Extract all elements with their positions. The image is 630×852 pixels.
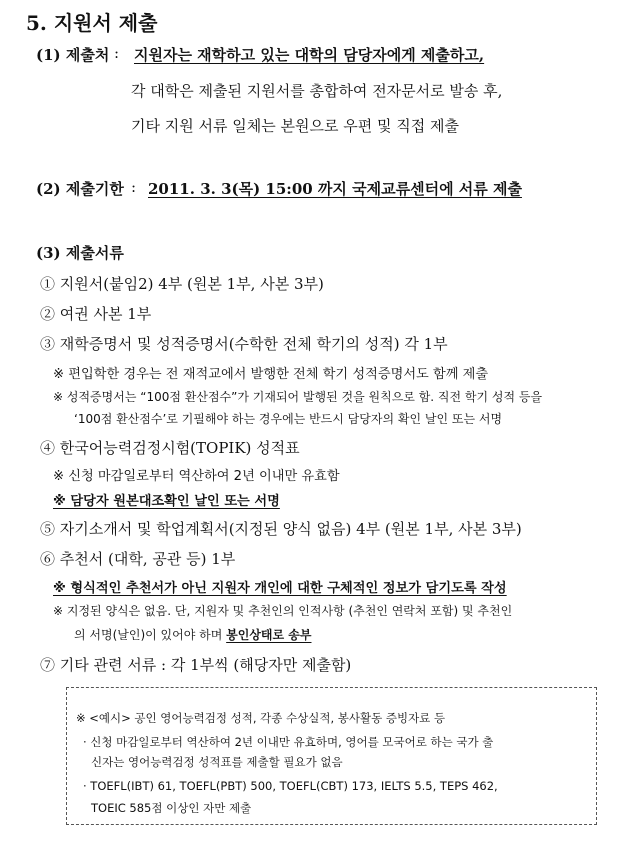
document-item-6: ⑥ 추천서 (대학, 공관 등) 1부 [40,550,236,568]
note-2b-text: 의 서명(날인)이 있어야 하며 [74,628,223,642]
document-item-6-note-2b [74,626,311,643]
document-item-3: ③ 재학증명서 및 성적증명서(수학한 전체 학기의 성적) 각 1부 [40,335,448,353]
deadline-label: (2) 제출기한 [36,180,124,198]
submitter-separator: : [114,44,120,62]
section-title: 5. 지원서 제출 [26,11,158,35]
example-note-box [66,687,597,825]
note-box-line-1: ※ <예시> 공인 영어능력검정 성적, 각종 수상실적, 봉사활동 증빙자료 등 [76,711,446,725]
document-item-5: ⑤ 자기소개서 및 학업계획서(지정된 양식 없음) 4부 (원본 1부, 사본 3부) [40,520,522,538]
submitter-label: (1) 제출처 [36,46,110,64]
submitter-line-2: 각 대학은 제출된 지원서를 총합하여 전자문서로 발송 후, [131,82,503,100]
document-item-6-note-2a: ※ 지정된 양식은 없음. 단, 지원자 및 추천인의 인적사항 (추천인 연락처 포함) 및 추천인 [53,604,513,618]
document-item-4-note-1: ※ 신청 마감일로부터 역산하여 2년 이내만 유효함 [53,469,340,484]
document-item-2: ② 여권 사본 1부 [40,305,152,323]
document-item-4: ④ 한국어능력검정시험(TOPIK) 성적표 [40,439,300,457]
sealed-delivery-emphasis: 봉인상태로 송부 [226,628,312,642]
document-item-6-note-1: ※ 형식적인 추천서가 아닌 지원자 개인에 대한 구체적인 정보가 담기도록 작성 [53,581,507,596]
document-item-1: ① 지원서(붙임2) 4부 (원본 1부, 사본 3부) [40,275,324,293]
note-box-line-5: TOEIC 585점 이상인 자만 제출 [91,801,252,815]
note-box-line-2: · 신청 마감일로부터 역산하여 2년 이내만 유효하며, 영어를 모국어로 하는 국가 출 [83,735,494,749]
documents-label: (3) 제출서류 [36,244,124,262]
submitter-line-3: 기타 지원 서류 일체는 본원으로 우편 및 직접 제출 [131,117,459,135]
document-item-4-note-2: ※ 담당자 원본대조확인 날인 또는 서명 [53,494,280,509]
document-item-3-note-2b: ‘100점 환산점수’로 기필해야 하는 경우에는 반드시 담당자의 확인 날인 또는 서명 [74,412,503,426]
note-box-line-4: · TOEFL(IBT) 61, TOEFL(PBT) 500, TOEFL(CBT) 173, IELTS 5.5, TEPS 462, [83,779,498,793]
document-item-3-note-2a: ※ 성적증명서는 “100점 환산점수”가 기재되어 발행된 것을 원칙으로 함. 직전 학기 성적 등을 [53,390,543,404]
document-item-7: ⑦ 기타 관련 서류 : 각 1부씩 (해당자만 제출함) [40,656,352,674]
submitter-line-1: 지원자는 재학하고 있는 대학의 담당자에게 제출하고, [134,46,485,64]
deadline-separator: : [131,178,137,196]
note-box-line-3: 신자는 영어능력검정 성적표를 제출할 필요가 없음 [91,755,343,769]
deadline-value: 2011. 3. 3(목) 15:00 까지 국제교류센터에 서류 제출 [148,180,522,198]
document-item-3-note-1: ※ 편입학한 경우는 전 재적교에서 발행한 전체 학기 성적증명서도 함께 제출 [53,367,489,382]
